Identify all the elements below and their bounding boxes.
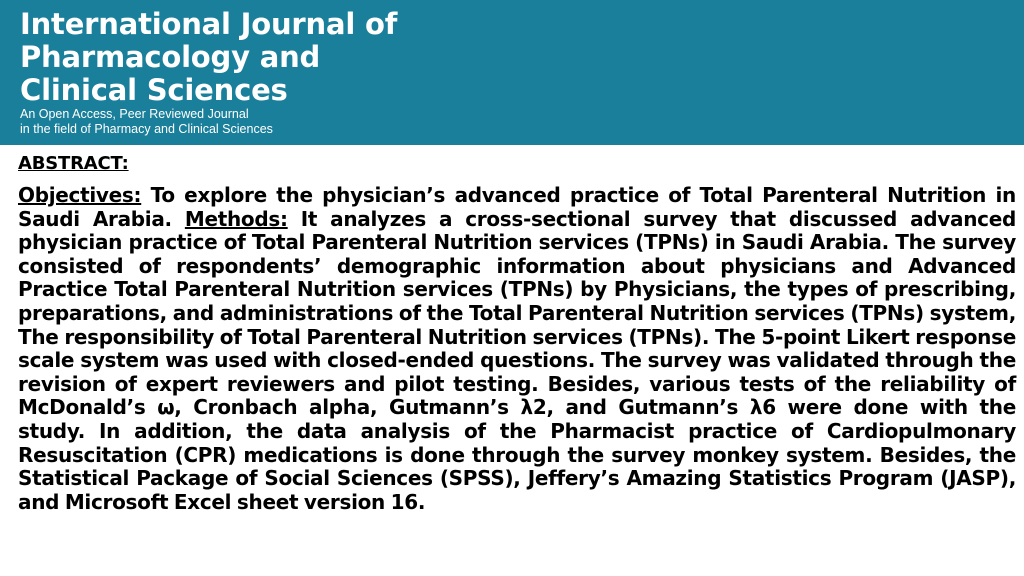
journal-title-line: International Journal of — [20, 7, 398, 41]
abstract-heading: ABSTRACT: — [18, 153, 129, 174]
methods-label: Methods: — [184, 206, 288, 231]
journal-title-line: Pharmacology and — [20, 40, 321, 74]
journal-tagline — [20, 107, 273, 137]
objectives-label: Objectives: — [18, 183, 142, 207]
journal-tagline-line: in the field of Pharmacy and Clinical Sciences — [20, 122, 273, 136]
objectives-text: To explore the physician’s advanced practice of Total Parenteral Nutrition in Saudi Arabia. — [18, 183, 1016, 231]
abstract-body — [18, 184, 1016, 514]
journal-tagline-line: An Open Access, Peer Reviewed Journal — [20, 107, 249, 121]
journal-title-line: Clinical Sciences — [20, 73, 288, 107]
journal-title — [20, 8, 397, 107]
abstract-section — [18, 152, 1016, 514]
journal-header — [0, 0, 1024, 145]
methods-text: It analyzes a cross-sectional survey that discussed advanced physician practice of Total Parenteral Nutrition services (TPNs) in Saudi Arabia. The survey consisted of respondents’ demographic information about physicians and Advanced Practice Total Parenteral Nutrition services (TPNs) by Physicians, the types of prescribing, preparations, and administrations of the Total Parenteral Nutrition services (TPNs) system, The responsibility of Total Parenteral Nutrition services (TPNs). The 5-point Likert response scale system was used with closed-ended questions. The survey was validated through the revision of expert reviewers and pilot testing. Besides, various tests of the reliability of McDonald’s ω, Cronbach alpha, Gutmann’s λ2, and Gutmann’s λ6 were done with the study. In addition, the data analysis of the Pharmacist practice of Cardiopulmonary Resuscitation (CPR) medications is done through the survey monkey system. Besides, the Statistical Package of Social Sciences (SPSS), Jeffery’s Amazing Statistics Program (JASP), and Microsoft Excel sheet version 16. — [18, 206, 1017, 514]
